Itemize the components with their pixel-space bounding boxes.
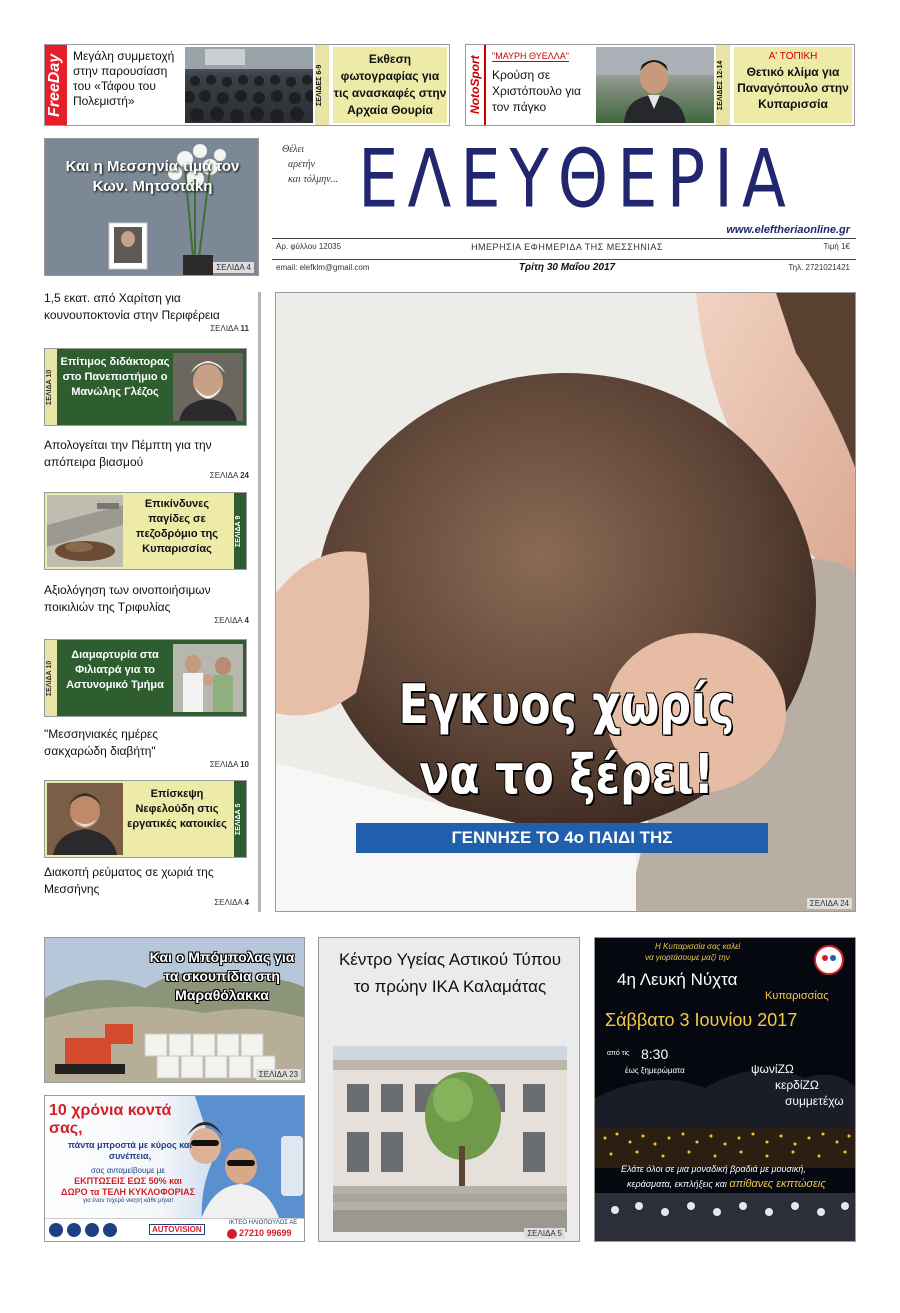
sidewalk-photo	[47, 495, 123, 567]
freeday-logo: FreeDay	[45, 45, 67, 125]
dealer-name: ΙΚΤΕΟ ΗΛΙΟΠΟΥΛΟΣ ΑΕ	[229, 1220, 298, 1226]
sidebar-item-wine[interactable]	[44, 582, 249, 625]
audience-photo	[185, 47, 313, 123]
sidebar-item-page	[44, 898, 249, 907]
sidebar-item-page	[44, 616, 249, 625]
ad-slogan-1: ψωνίΖΩ	[751, 1062, 794, 1076]
mitsotakis-teaser[interactable]	[44, 138, 259, 276]
sidebar-item-power[interactable]	[44, 864, 249, 907]
health-center-page: ΣΕΛΙΔΑ 5	[524, 1228, 565, 1239]
dealer-phone	[227, 1228, 292, 1239]
notosport-page-tag: ΣΕΛΙΔΕΣ 12-14	[716, 45, 730, 125]
ad-slogan-3: συμμετέχω	[785, 1094, 844, 1108]
protest-illustration	[173, 644, 243, 712]
sidebar-item-page	[44, 760, 249, 769]
slogan-line-3: και τόλμην...	[288, 174, 339, 185]
masthead-rule-1	[272, 238, 856, 239]
health-center-photo	[333, 1046, 567, 1232]
box-text: Διαμαρτυρία στα Φιλιατρά για το Αστυνομικό Τμήμα	[66, 649, 164, 691]
mitsotakis-page: ΣΕΛΙΔΑ 4	[213, 262, 254, 273]
sidebar-item-text: 1,5 εκατ. από Χαρίτση για κουνουποκτονία στην Περιφέρεια	[44, 291, 220, 322]
health-center-teaser[interactable]	[318, 937, 580, 1242]
notosport-logo: NotoSport	[466, 45, 486, 125]
page-number: 4	[244, 898, 249, 907]
page-label: ΣΕΛΙΔΑ	[214, 898, 243, 907]
ad-headline: 10 χρόνια κοντά σας,	[49, 1102, 172, 1137]
main-subheadline: ΓΕΝΝΗΣΕ ΤΟ 4ο ΠΑΙΔΙ ΤΗΣ	[356, 823, 768, 853]
nefeloudis-illustration	[47, 783, 123, 855]
glezos-photo	[173, 353, 243, 421]
ad-place: Κυπαρισσίας	[765, 990, 829, 1002]
notosport-right-box	[734, 47, 852, 123]
sidebar-item-text: Διακοπή ρεύματος σε χωριά της Μεσσήνης	[44, 865, 214, 896]
slogan-line-2: αρετήν	[288, 159, 315, 170]
ad-title: 4η Λευκή Νύχτα	[617, 970, 738, 989]
ad-bottom-1: Ελάτε όλοι σε μια μοναδική βραδιά με μουσική,	[621, 1164, 806, 1174]
wrench-icon	[67, 1223, 81, 1237]
box-text: Επίσκεψη Νεφελούδη στις εργατικές κατοικίες	[127, 788, 227, 830]
autovision-ad[interactable]	[44, 1095, 305, 1242]
box-tag: ΣΕΛΙΔΑ 5	[234, 781, 246, 857]
price: Τιμή 1€	[823, 242, 850, 251]
ad-until: έως ξημερώματα	[625, 1066, 685, 1075]
phone-number: 27210 99699	[239, 1228, 292, 1238]
ad-slogan-2: κερδίΖΩ	[775, 1078, 819, 1092]
nefeloudis-photo	[47, 783, 123, 855]
sidebar-item-diabetes[interactable]	[44, 726, 249, 769]
ad-time: 8:30	[641, 1046, 669, 1062]
masthead	[272, 134, 856, 276]
main-headline-line-2: να το ξέρει!	[419, 743, 714, 806]
contact-phone: Τηλ. 2721021421	[788, 263, 850, 272]
ad-service-icons	[49, 1223, 149, 1237]
main-story-page: ΣΕΛΙΔΑ 24	[807, 898, 852, 909]
ad-bottom-2	[627, 1178, 826, 1190]
page-label: ΣΕΛΙΔΑ	[214, 616, 243, 625]
box-tag: ΣΕΛΙΔΑ 10	[45, 640, 57, 716]
ad-line-6: για έναν τυχερό νικητή κάθε μήνα!	[82, 1198, 174, 1204]
site-url[interactable]: www.eleftheriaonline.gr	[726, 224, 850, 236]
coach-illustration	[596, 47, 714, 123]
ad-footer	[45, 1218, 304, 1241]
sidebar-box-sidewalk[interactable]	[44, 492, 247, 570]
sidebar-box-nefeloudis[interactable]	[44, 780, 247, 858]
protest-photo	[173, 644, 243, 712]
sidebar-item-mosquito[interactable]	[44, 290, 249, 333]
issue-number: Αρ. φύλλου 12035	[276, 242, 342, 251]
teaser-right-text: Εκθεση φωτογραφίας για τις ανασκαφές στην Αρχαία Θουρία	[333, 47, 447, 123]
sidebar-item-text: Απολογείται την Πέμπτη για την απόπειρα βιασμού	[44, 438, 212, 469]
masthead-rule-2	[272, 259, 856, 260]
page-number: 24	[240, 471, 249, 480]
main-story[interactable]	[275, 292, 856, 912]
sidebar-item-trial[interactable]	[44, 437, 249, 480]
newspaper-title: ΕΛΕΥΘΕΡΙΑ	[358, 134, 795, 227]
tire-icon	[85, 1223, 99, 1237]
notosport-text: Κρούση σε Χριστόπουλο για τον πάγκο	[492, 68, 581, 114]
page-label: ΣΕΛΙΔΑ	[210, 324, 239, 333]
teaser-page-tag: ΣΕΛΙΔΕΣ 6-9	[315, 45, 329, 125]
phone-icon	[227, 1229, 237, 1239]
ad-line-3: σας ανταμείβουμε με	[91, 1166, 165, 1175]
sidebar-box-protest[interactable]	[44, 639, 247, 717]
baby-illustration	[276, 293, 856, 912]
autovision-logo: AUTOVISION	[149, 1224, 205, 1235]
sidebar-item-page	[44, 324, 249, 333]
section-text: Θετικό κλίμα για Παναγόπουλο στην Κυπαρισσία	[737, 65, 849, 111]
bobolas-teaser[interactable]	[44, 937, 305, 1083]
slogan-line-1: Θέλει	[282, 144, 305, 155]
bobolas-headline: Και ο Μπόμπολας για τα σκουπίδια στη Μαραθόλακκα	[149, 949, 295, 1003]
slogan	[282, 142, 362, 187]
teaser-notosport[interactable]	[465, 44, 855, 126]
box-tag: ΣΕΛΙΔΑ 10	[45, 349, 57, 425]
building-illustration	[333, 1046, 567, 1232]
ad-line-2: πάντα μπροστά με κύρος και συνέπεια,	[68, 1140, 192, 1161]
ad-bottom-2-text: κεράσματα, εκπλήξεις και	[627, 1179, 727, 1189]
ad-bottom-3-text: απίθανες εκπτώσεις	[729, 1178, 826, 1190]
sidebar-item-page	[44, 471, 249, 480]
car-icon	[49, 1223, 63, 1237]
box-tag: ΣΕΛΙΔΑ 9	[234, 493, 246, 569]
page-number: 11	[240, 324, 249, 333]
main-headline-line-1: Εγκυος χωρίς	[398, 673, 735, 736]
health-center-headline: Κέντρο Υγείας Αστικού Τύπου το πρώην ΙΚΑ Καλαμάτας	[338, 950, 562, 996]
ad-from: από τις	[607, 1050, 630, 1057]
mitsotakis-headline: Και η Μεσσηνία τιμά τον Κων. Μητσοτάκη	[65, 158, 240, 195]
box-text: Επίτιμος διδάκτορας στο Πανεπιστήμιο ο Μανώλης Γλέζος	[60, 356, 170, 398]
sidewalk-illustration	[47, 495, 123, 567]
contact-email[interactable]: email: elefklm@gmail.com	[276, 263, 370, 272]
page-label: ΣΕΛΙΔΑ	[209, 760, 238, 769]
glezos-illustration	[173, 353, 243, 421]
paper-tagline: ΗΜΕΡΗΣΙΑ ΕΦΗΜΕΡΙΔΑ ΤΗΣ ΜΕΣΣΗΝΙΑΣ	[471, 242, 663, 252]
notosport-quote: "ΜΑΥΡΗ ΘΥΕΛΛΑ"	[492, 51, 569, 61]
page-number: 10	[240, 760, 249, 769]
bobolas-page: ΣΕΛΙΔΑ 23	[256, 1069, 301, 1080]
sidebar-box-glezos[interactable]	[44, 348, 247, 426]
crowd-illustration	[185, 47, 313, 123]
sidebar-item-text: "Μεσσηνιακές ημέρες σακχαρώδη διαβήτη"	[44, 727, 159, 758]
box-text: Επικίνδυνες παγίδες σε πεζοδρόμιο της Κυπαρισσίας	[136, 498, 218, 555]
ad-date: Σάββατο 3 Ιουνίου 2017	[605, 1010, 798, 1030]
page-label: ΣΕΛΙΔΑ	[209, 471, 238, 480]
ad-line-4: ΕΚΠΤΩΣΕΙΣ ΕΩΣ 50% και	[74, 1176, 182, 1186]
ad-intro-1: Η Κυπαρισσία σας καλεί	[655, 942, 741, 951]
check-icon	[103, 1223, 117, 1237]
section-label: Α' ΤΟΠΙΚΗ	[768, 51, 818, 62]
ad-line-5: ΔΩΡΟ τα ΤΕΛΗ ΚΥΚΛΟΦΟΡΙΑΣ	[60, 1187, 196, 1197]
teaser-text: Μεγάλη συμμετοχή στην παρουσίαση του «Τάφου του Πολεμιστή»	[73, 49, 175, 108]
teaser-freeday[interactable]	[44, 44, 450, 126]
page-number: 4	[244, 616, 249, 625]
sidebar-item-text: Αξιολόγηση των οινοποιήσιμων ποικιλιών της Τριφυλίας	[44, 583, 211, 614]
white-night-ad[interactable]	[594, 937, 856, 1242]
issue-date: Τρίτη 30 Μαΐου 2017	[518, 262, 616, 273]
ad-intro-2: να γιορτάσουμε μαζί την	[645, 953, 730, 962]
coach-photo	[596, 47, 714, 123]
sidebar-divider	[258, 292, 261, 912]
